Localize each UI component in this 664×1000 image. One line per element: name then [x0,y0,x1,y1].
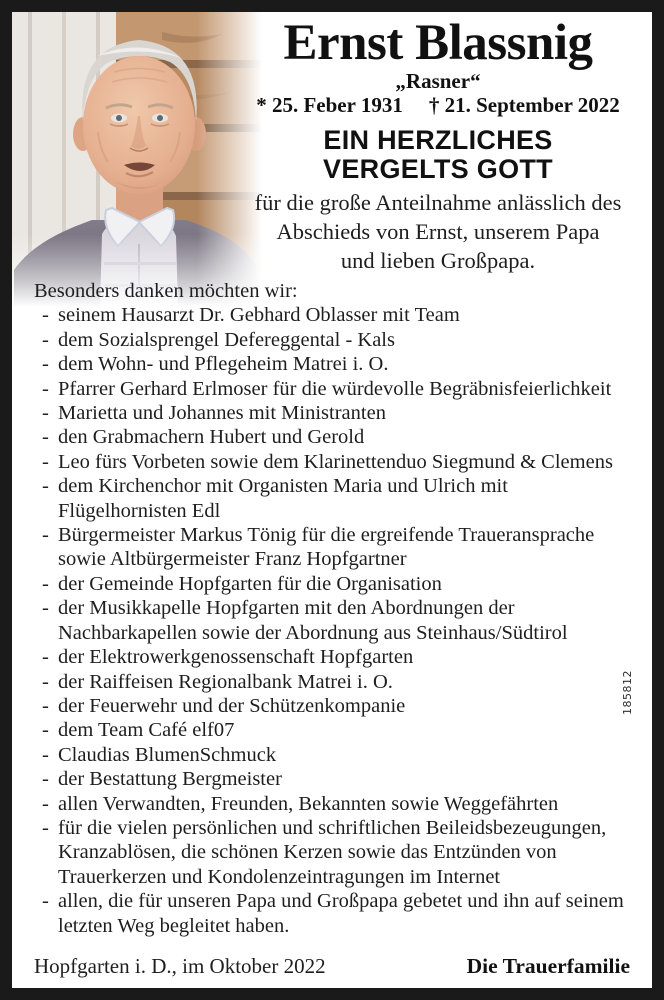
thanks-item [34,767,630,791]
thanks-item [34,596,630,645]
family-signature: Die Trauerfamilie [466,954,630,978]
thanks-item [34,718,630,742]
thanks-item [34,816,630,889]
acknowledgement-title [226,126,650,184]
item-dash: - [42,719,49,742]
header [226,16,650,117]
item-text: Bürgermeister Markus Tönig für die ergreifende Traueransprache sowie Altbürgermeister Franz Hopfgartner [58,524,595,571]
acknowledgement-title-line: VERGELTS GOTT [323,154,553,184]
item-dash: - [42,450,49,473]
item-text: der Musikkapelle Hopfgarten mit den Abordnungen der Nachbarkapellen sowie der Abordnung aus Steinhaus/Südtirol [58,597,568,644]
item-text: Pfarrer Gerhard Erlmoser für die würdevolle Begräbnisfeierlichkeit [58,377,612,400]
thanks-item [34,670,630,694]
place-and-date: Hopfgarten i. D., im Oktober 2022 [34,954,326,978]
item-dash: - [42,768,49,791]
deceased-nickname: „Rasner“ [395,69,481,93]
thanks-heading: Besonders danken möchten wir: [34,280,298,302]
item-text: für die vielen persönlichen und schriftlichen Beileidsbezeugungen, Kranzablösen, die schönen Kerzen sowie das Entzünden von Trauerkerzen und Kondolenzeintragungen im Internet [58,816,607,888]
item-text: dem Team Café elf07 [58,719,235,742]
acknowledgement-intro [216,188,660,275]
item-text: der Raiffeisen Regionalbank Matrei i. O. [58,670,393,693]
thanks-item [34,425,630,449]
thanks-item [34,743,630,767]
item-dash: - [42,816,49,839]
thanks-item [34,328,630,352]
item-dash: - [42,792,49,815]
deceased-name: Ernst Blassnig [283,15,593,71]
item-text: dem Kirchenchor mit Organisten Maria und Ulrich mit Flügelhornisten Edl [58,475,508,522]
item-text: dem Sozialsprengel Defereggental - Kals [58,328,395,351]
item-dash: - [42,328,49,351]
intro-line: Abschieds von Ernst, unserem Papa [276,219,600,244]
item-text: Claudias BlumenSchmuck [58,743,277,766]
item-dash: - [42,597,49,620]
intro-line: für die große Anteilnahme anlässlich des [254,190,622,215]
item-text: allen, die für unseren Papa und Großpapa gebetet und ihn auf seinem letzten Weg begleitet haben. [58,890,624,937]
item-text: dem Wohn- und Pflegeheim Matrei i. O. [58,353,389,376]
thanks-item [34,792,630,816]
footer [34,954,630,979]
thanks-item [34,401,630,425]
birth-date: * 25. Feber 1931 [256,93,403,117]
item-dash: - [42,304,49,327]
item-dash: - [42,890,49,913]
item-dash: - [42,524,49,547]
item-dash: - [42,353,49,376]
item-text: der Bestattung Bergmeister [58,768,282,791]
thanks-item [34,303,630,327]
thanks-item [34,377,630,401]
thanks-item [34,645,630,669]
thanks-item [34,572,630,596]
item-text: der Feuerwehr und der Schützenkompanie [58,694,406,717]
acknowledgement-title-line: EIN HERZLICHES [323,125,553,155]
item-dash: - [42,426,49,449]
thanks-item [34,352,630,376]
death-date: † 21. September 2022 [428,93,620,117]
item-dash: - [42,646,49,669]
thanks-item [34,450,630,474]
item-text: allen Verwandten, Freunden, Bekannten sowie Weggefährten [58,792,559,815]
item-dash: - [42,475,49,498]
item-dash: - [42,377,49,400]
thanks-item [34,889,630,938]
thanks-list [34,303,630,938]
item-text: den Grabmachern Hubert und Gerold [58,426,365,449]
item-dash: - [42,670,49,693]
item-text: Marietta und Johannes mit Ministranten [58,402,386,425]
item-text: der Gemeinde Hopfgarten für die Organisation [58,572,442,595]
item-text: Leo fürs Vorbeten sowie dem Klarinettenduo Siegmund & Clemens [58,450,613,473]
thanks-section [34,279,630,938]
item-dash: - [42,694,49,717]
thanks-item [34,523,630,572]
thanks-item [34,474,630,523]
intro-line: und lieben Großpapa. [340,248,536,273]
item-text: der Elektrowerkgenossenschaft Hopfgarten [58,646,414,669]
item-dash: - [42,743,49,766]
item-text: seinem Hausarzt Dr. Gebhard Oblasser mit Team [58,304,460,327]
print-code: 185812 [621,670,634,715]
item-dash: - [42,402,49,425]
item-dash: - [42,572,49,595]
life-dates [226,93,650,117]
thanks-item [34,694,630,718]
